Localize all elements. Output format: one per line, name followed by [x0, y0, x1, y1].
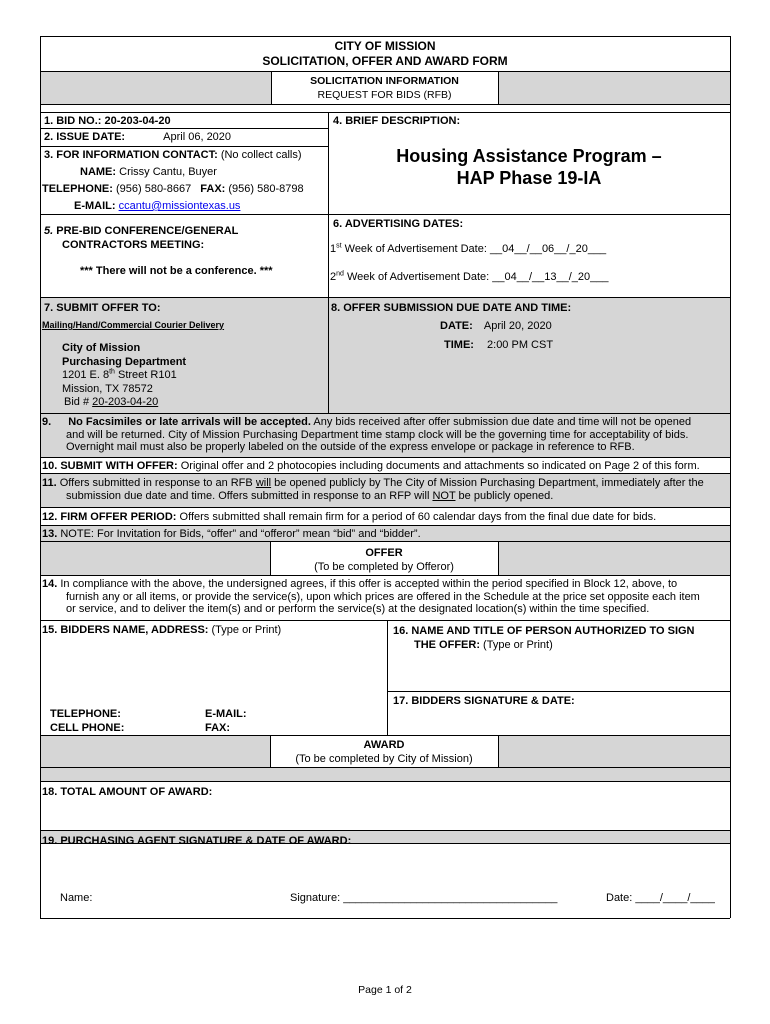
shade: [498, 72, 730, 104]
item-11: 11. Offers submitted in response to an RFB will be opened publicly by The City of Mission Purchasing Department, immediately after the submission due date and time. Offers submitted in response to an RFP will NOT be publicly opened.: [42, 477, 704, 502]
authorized-person-label: 16. NAME AND TITLE OF PERSON AUTHORIZED TO SIGN THE OFFER: (Type or Print): [393, 625, 695, 651]
contact-email: E-MAIL: ccantu@missiontexas.us: [74, 200, 241, 212]
item-10: 10. SUBMIT WITH OFFER: Original offer and 2 photocopies including documents and attachments so indicated on Page 2 of this form.: [42, 460, 700, 472]
item-12: 12. FIRM OFFER PERIOD: Offers submitted shall remain firm for a period of 60 calendar days from the final due date for bids.: [42, 511, 657, 523]
award-amount-field[interactable]: [42, 802, 728, 828]
advertising-label: 6. ADVERTISING DATES:: [333, 218, 464, 230]
agent-date-line[interactable]: Date: ____/____/____: [606, 892, 715, 904]
purchasing-agent-label: 19. PURCHASING AGENT SIGNATURE & DATE OF AWARD:: [42, 835, 352, 847]
bidder-name-field[interactable]: [42, 640, 386, 704]
title-form: SOLICITATION, OFFER AND AWARD FORM: [262, 54, 508, 68]
offer-heading: OFFER (To be completed by Offeror): [314, 547, 454, 573]
email-link[interactable]: ccantu@missiontexas.us: [118, 200, 241, 212]
item-9: 9. No Facsimiles or late arrivals will be accepted. Any bids received after offer submission due date and time will not be opened and will be returned. City of Mission Purchasing Department time stamp clock will be the governing time for acceptability of bids. Overnight mail must also be properly labeled on the outside of the express envelope or package in reference to RFB.: [42, 416, 692, 453]
due-date: DATE: April 20, 2020: [440, 320, 552, 332]
bidder-signature-label: 17. BIDDERS SIGNATURE & DATE:: [393, 695, 575, 707]
brief-description-label: 4. BRIEF DESCRIPTION:: [333, 115, 461, 127]
contact-heading: 3. FOR INFORMATION CONTACT: (No collect calls): [44, 149, 302, 161]
bid-number: 1. BID NO.: 20-203-04-20: [44, 115, 171, 127]
delivery-method: Mailing/Hand/Commercial Courier Delivery: [42, 320, 225, 330]
brief-description-title: Housing Assistance Program – HAP Phase 19-IA: [396, 146, 662, 188]
agent-name-label: Name:: [60, 892, 93, 904]
shade: [40, 735, 270, 767]
award-heading: AWARD (To be completed by City of Mission): [295, 739, 473, 765]
shade: [498, 542, 730, 575]
authorized-person-field[interactable]: [389, 652, 729, 690]
contact-phone: TELEPHONE: (956) 580-8667 FAX: (956) 580-8798: [42, 183, 304, 195]
submit-to-label: 7. SUBMIT OFFER TO:: [44, 302, 161, 314]
bidder-email-labels: E-MAIL: FAX:: [205, 708, 247, 734]
prebid-note: *** There will not be a conference. ***: [80, 265, 273, 277]
shade: [498, 735, 730, 767]
page-number: Page 1 of 2: [358, 984, 412, 996]
item-13: 13. NOTE: For Invitation for Bids, “offer” and “offeror” mean “bid” and “bidder”.: [42, 528, 421, 540]
solicitation-info-heading: SOLICITATION INFORMATION REQUEST FOR BIDS (RFB): [310, 75, 459, 101]
advertising-week-2: 2nd Week of Advertisement Date: __04__/__13__/_20___: [330, 270, 609, 283]
shade: [40, 72, 271, 104]
due-label: 8. OFFER SUBMISSION DUE DATE AND TIME:: [331, 302, 572, 314]
bidder-name-label: 15. BIDDERS NAME, ADDRESS: (Type or Print): [42, 624, 282, 636]
bidder-phone-labels: TELEPHONE: CELL PHONE:: [50, 708, 125, 734]
agent-signature-line[interactable]: Signature: ___________________________________: [290, 892, 558, 904]
due-time: TIME: 2:00 PM CST: [444, 339, 554, 351]
submit-address: City of Mission Purchasing Department 1201 E. 8th Street R101 Mission, TX 78572 Bid # 20-203-04-20: [62, 342, 187, 408]
advertising-week-1: 1st Week of Advertisement Date: __04__/__06__/_20___: [330, 242, 607, 255]
shade: [40, 542, 270, 575]
item-14: 14. In compliance with the above, the undersigned agrees, if this offer is accepted within the period specified in Block 12, above, to furnish any or all items, or provide the service(s), upon which prices are offered in the Schedule at the price set opposite each item or service, and to deliver the item(s) and or perform the service(s) at the designated location(s) within the time specified.: [42, 578, 700, 615]
prebid-label: 5. PRE-BID CONFERENCE/GENERAL CONTRACTORS MEETING:: [44, 225, 239, 251]
bidder-signature-field[interactable]: [389, 710, 729, 734]
contact-name: NAME: Crissy Cantu, Buyer: [80, 166, 217, 178]
page-title: [40, 39, 730, 69]
award-amount-label: 18. TOTAL AMOUNT OF AWARD:: [42, 786, 213, 798]
title-city: CITY OF MISSION: [334, 39, 436, 53]
issue-date: 2. ISSUE DATE: April 06, 2020: [44, 131, 232, 143]
shade: [40, 768, 730, 781]
